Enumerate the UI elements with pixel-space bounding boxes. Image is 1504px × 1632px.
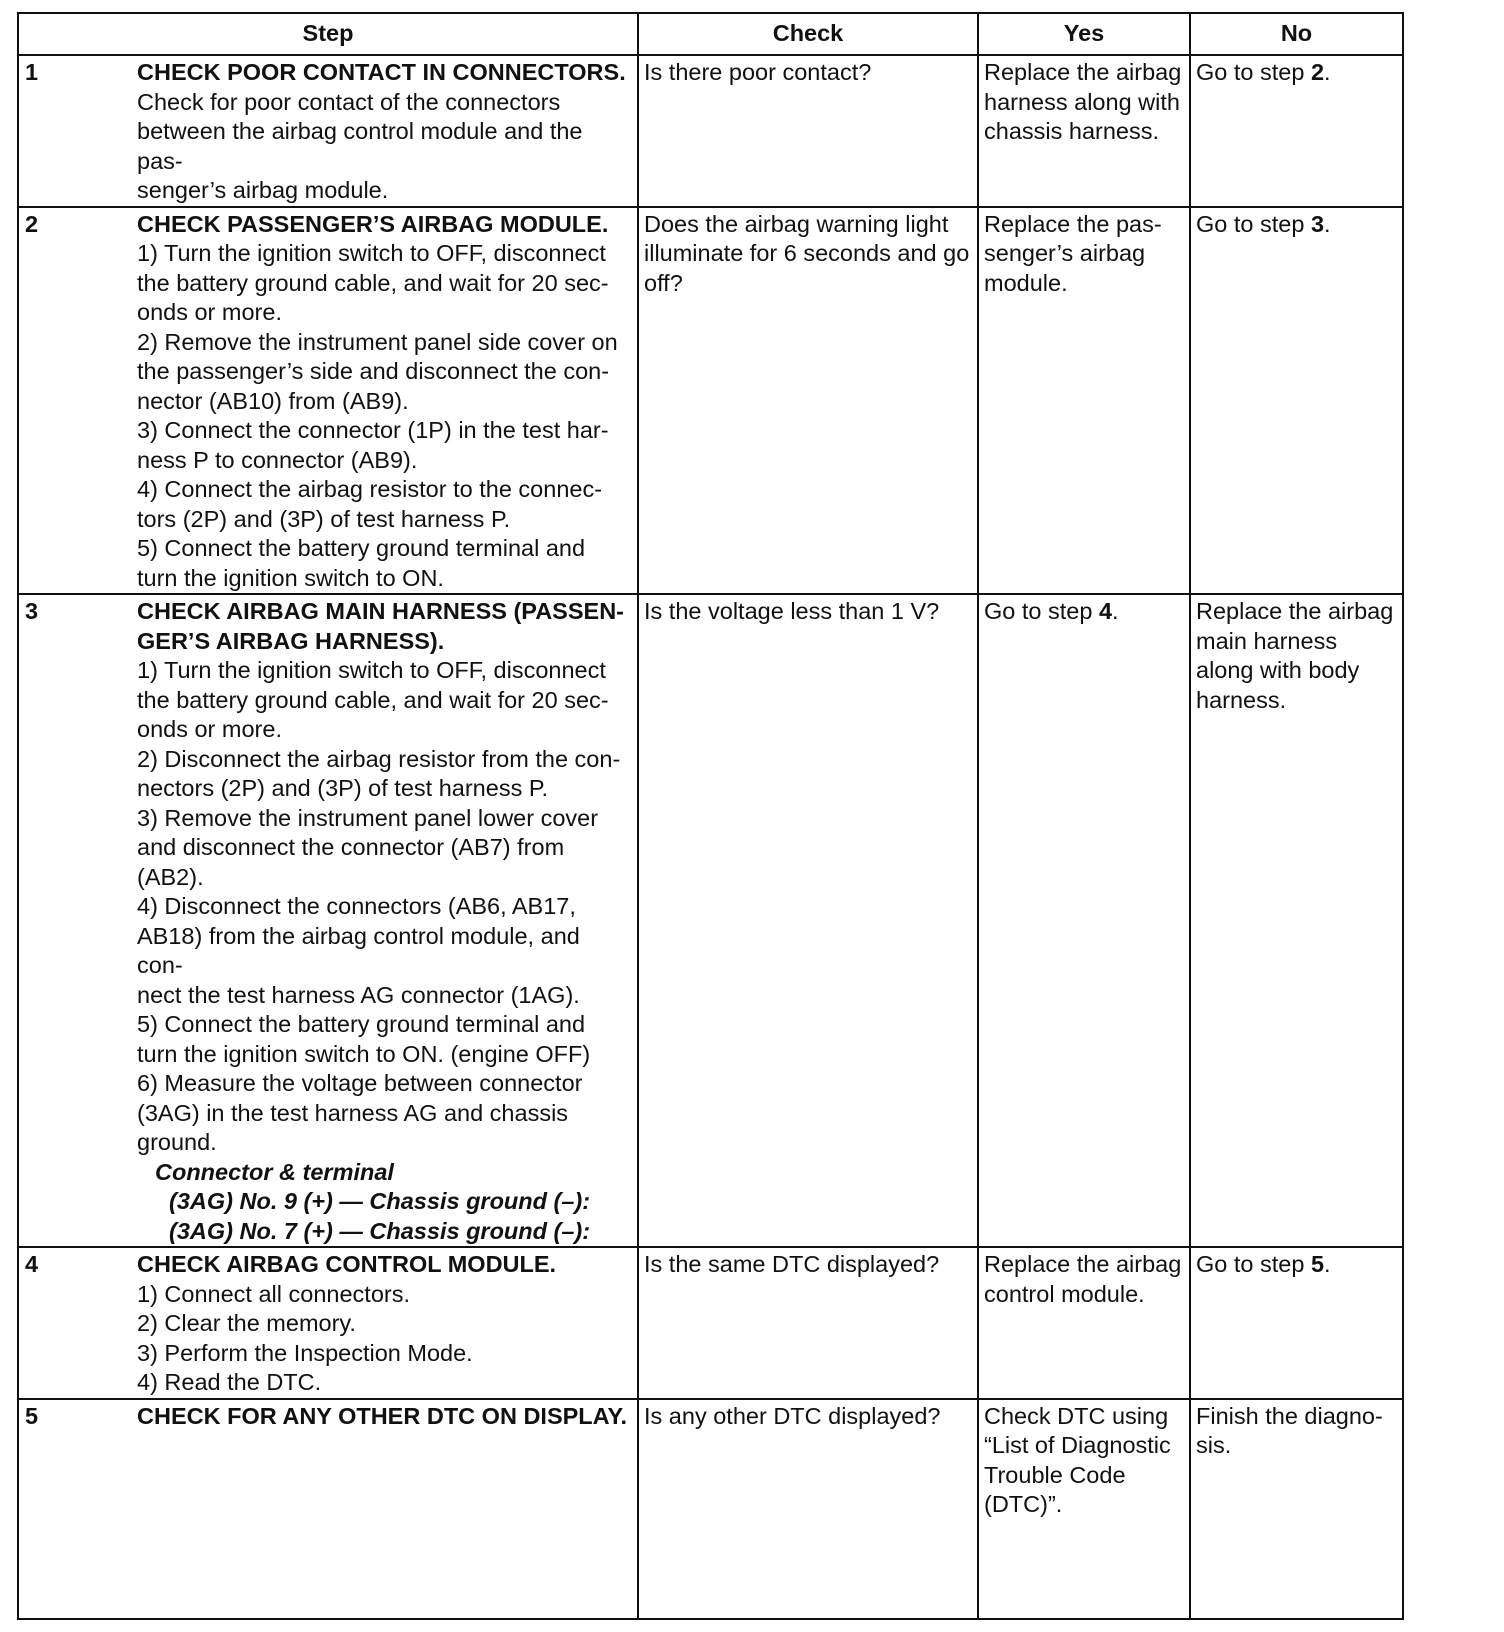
connector-terminal-label: Connector & terminal: [155, 1158, 394, 1185]
step-desc-line: turn the ignition switch to ON.: [137, 564, 444, 591]
no-text: Go to step: [1196, 210, 1311, 237]
step-desc-line: 4) Disconnect the connectors (AB6, AB17,: [137, 893, 576, 919]
step-title-cont: GER’S AIRBAG HARNESS).: [137, 627, 445, 654]
step-desc-line: 2) Remove the instrument panel side cover on: [137, 328, 618, 355]
step-desc-line: 5) Connect the battery ground terminal and: [137, 535, 586, 561]
check-line: illuminate for 6 seconds and go: [644, 240, 970, 266]
no-line: harness.: [1196, 686, 1287, 713]
yes-cell: [978, 1247, 1190, 1399]
step-desc-line: ground.: [137, 1129, 217, 1155]
yes-suffix: .: [1112, 598, 1119, 624]
step-desc-line: turn the ignition switch to ON. (engine OFF): [137, 1040, 591, 1067]
no-line: sis.: [1196, 1432, 1232, 1458]
step-desc-line: 1) Connect all connectors.: [137, 1280, 411, 1307]
step-desc-line: 3) Connect the connector (1P) in the test har-: [137, 417, 609, 443]
step-desc-line: 4) Read the DTC.: [137, 1369, 322, 1395]
step-title: CHECK PASSENGER’S AIRBAG MODULE.: [137, 210, 609, 237]
table-row: [18, 1247, 1403, 1399]
yes-line: Replace the airbag: [984, 1251, 1182, 1277]
check-line: Is there poor contact?: [644, 59, 872, 85]
no-suffix: .: [1324, 59, 1331, 85]
no-line: main harness: [1196, 627, 1338, 654]
header-step: Step: [18, 13, 638, 55]
step-desc-line: 1) Turn the ignition switch to OFF, disconnect: [137, 657, 606, 683]
step-title: CHECK FOR ANY OTHER DTC ON DISPLAY.: [137, 1402, 628, 1429]
no-text: Go to step: [1196, 1251, 1311, 1277]
step-desc-line: ness P to connector (AB9).: [137, 446, 418, 473]
yes-line: chassis harness.: [984, 118, 1160, 144]
step-cell: [18, 594, 638, 1247]
step-title: CHECK POOR CONTACT IN CONNECTORS.: [137, 59, 626, 85]
yes-line: Trouble Code: [984, 1461, 1126, 1488]
table-row: [18, 207, 1403, 595]
step-desc-line: (3AG) in the test harness AG and chassis: [137, 1099, 569, 1126]
yes-cell: [978, 1399, 1190, 1620]
step-title: CHECK AIRBAG MAIN HARNESS (PASSEN-: [137, 598, 624, 624]
yes-line: module.: [984, 269, 1068, 296]
step-number: 1: [25, 59, 39, 85]
no-cell: [1190, 207, 1403, 595]
yes-line: “List of Diagnostic: [984, 1432, 1171, 1458]
no-cell: [1190, 1399, 1403, 1620]
step-desc-line: nector (AB10) from (AB9).: [137, 387, 409, 414]
step-desc-line: 3) Remove the instrument panel lower cover: [137, 804, 599, 831]
step-cell: [18, 1399, 638, 1620]
header-check: Check: [638, 13, 978, 55]
yes-step-ref: 4: [1098, 598, 1113, 624]
step-desc-line: 5) Connect the battery ground terminal and: [137, 1011, 586, 1037]
no-line: Finish the diagno-: [1196, 1402, 1383, 1429]
step-desc-line: 3) Perform the Inspection Mode.: [137, 1339, 473, 1366]
step-desc-line: the passenger’s side and disconnect the con-: [137, 358, 610, 384]
yes-line: Replace the pas-: [984, 210, 1162, 237]
step-desc-line: between the airbag control module and the pas-: [137, 118, 583, 174]
check-cell: [638, 1247, 978, 1399]
connector-terminal-line: (3AG) No. 7 (+) — Chassis ground (–):: [169, 1217, 591, 1244]
yes-line: Check DTC using: [984, 1402, 1169, 1429]
check-cell: [638, 594, 978, 1247]
step-desc-line: 2) Disconnect the airbag resistor from the con-: [137, 745, 621, 772]
header-no: No: [1190, 13, 1403, 55]
step-desc-line: Check for poor contact of the connectors: [137, 88, 561, 115]
check-line: off?: [644, 269, 683, 296]
check-cell: [638, 55, 978, 207]
step-desc-line: onds or more.: [137, 716, 282, 742]
yes-cell: [978, 207, 1190, 595]
no-cell: [1190, 55, 1403, 207]
yes-cell: [978, 55, 1190, 207]
step-cell: [18, 55, 638, 207]
step-desc-line: nect the test harness AG connector (1AG).: [137, 981, 580, 1008]
no-suffix: .: [1324, 1251, 1331, 1277]
step-desc-line: AB18) from the airbag control module, and con-: [137, 922, 580, 978]
no-line: along with body: [1196, 657, 1360, 683]
step-desc-line: onds or more.: [137, 299, 282, 325]
yes-line: Replace the airbag: [984, 59, 1182, 85]
yes-cell: [978, 594, 1190, 1247]
yes-text: Go to step: [984, 598, 1099, 624]
no-line: Replace the airbag: [1196, 598, 1394, 624]
check-line: Does the airbag warning light: [644, 210, 949, 237]
table-row: [18, 55, 1403, 207]
table-row: [18, 1399, 1403, 1620]
check-line: Is the same DTC displayed?: [644, 1251, 940, 1277]
no-cell: [1190, 594, 1403, 1247]
header-row: [18, 13, 1403, 55]
step-desc-line: nectors (2P) and (3P) of test harness P.: [137, 775, 549, 801]
step-cell: [18, 1247, 638, 1399]
no-step-ref: 2: [1310, 59, 1325, 85]
connector-terminal-line: (3AG) No. 9 (+) — Chassis ground (–):: [169, 1188, 591, 1214]
step-number: 5: [25, 1402, 39, 1429]
step-desc-line: (AB2).: [137, 863, 204, 890]
step-desc-line: the battery ground cable, and wait for 20 sec-: [137, 269, 609, 296]
no-text: Go to step: [1196, 59, 1311, 85]
step-desc-line: 1) Turn the ignition switch to OFF, disconnect: [137, 240, 606, 266]
check-line: Is the voltage less than 1 V?: [644, 598, 940, 624]
no-suffix: .: [1324, 210, 1331, 237]
check-line: Is any other DTC displayed?: [644, 1402, 941, 1429]
step-number: 3: [25, 598, 39, 624]
step-title: CHECK AIRBAG CONTROL MODULE.: [137, 1251, 557, 1277]
yes-line: harness along with: [984, 88, 1180, 115]
step-desc-line: 6) Measure the voltage between connector: [137, 1070, 583, 1096]
step-desc-line: the battery ground cable, and wait for 20 sec-: [137, 686, 609, 713]
check-cell: [638, 1399, 978, 1620]
step-desc-line: 2) Clear the memory.: [137, 1310, 356, 1336]
yes-line: (DTC)”.: [984, 1491, 1063, 1517]
step-number: 2: [25, 210, 39, 237]
step-desc-line: 4) Connect the airbag resistor to the connec-: [137, 476, 603, 502]
header-yes: Yes: [978, 13, 1190, 55]
check-cell: [638, 207, 978, 595]
step-desc-line: and disconnect the connector (AB7) from: [137, 834, 565, 860]
diagnostic-table: [17, 12, 1404, 1620]
no-cell: [1190, 1247, 1403, 1399]
step-desc-line: senger’s airbag module.: [137, 177, 389, 203]
step-number: 4: [25, 1251, 39, 1277]
step-cell: [18, 207, 638, 595]
no-step-ref: 3: [1310, 210, 1325, 237]
yes-line: control module.: [984, 1280, 1145, 1307]
step-desc-line: tors (2P) and (3P) of test harness P.: [137, 505, 511, 532]
no-step-ref: 5: [1310, 1251, 1325, 1277]
table-row: [18, 594, 1403, 1247]
yes-line: senger’s airbag: [984, 240, 1146, 266]
